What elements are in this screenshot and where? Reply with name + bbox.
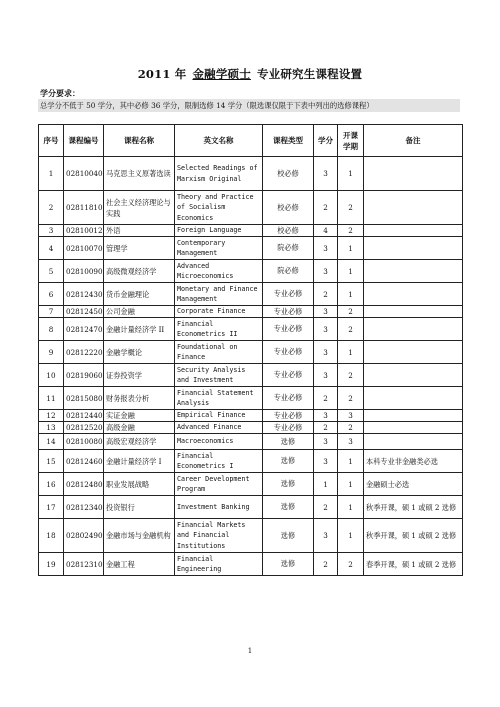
course-code: 02802490: [64, 519, 104, 553]
course-term: 3: [338, 410, 364, 422]
header-note: 备注: [364, 125, 463, 157]
course-name: 财务报表分析: [104, 387, 175, 410]
table-row: [39, 434, 463, 450]
course-code: 02810040: [64, 157, 104, 191]
course-code: 02810080: [64, 434, 104, 450]
course-name: 实证金融: [104, 410, 175, 422]
course-code: 02810090: [64, 260, 104, 283]
row-number: 3: [39, 225, 64, 237]
course-name: 货币金融理论: [104, 283, 175, 306]
table-row: [39, 260, 463, 283]
title-year: 2011 年: [137, 67, 187, 81]
header-credit: 学分: [314, 125, 338, 157]
title-suffix: 专业研究生课程设置: [256, 67, 363, 81]
table-row: [39, 519, 463, 553]
course-note: 金融硕士必选: [364, 473, 463, 496]
course-term: 2: [338, 422, 364, 434]
course-credit: 1: [314, 473, 338, 496]
course-type: 选修: [263, 553, 314, 576]
course-note: [364, 260, 463, 283]
course-type: 专业必修: [263, 341, 314, 364]
course-name: 金融学概论: [104, 341, 175, 364]
course-note: [364, 422, 463, 434]
course-code: 02810012: [64, 225, 104, 237]
course-note: 秋季开课，硕 1 或硕 2 选修: [364, 519, 463, 553]
course-type: 选修: [263, 473, 314, 496]
course-note: [364, 434, 463, 450]
course-code: 02812220: [64, 341, 104, 364]
course-name: 外语: [104, 225, 175, 237]
row-number: 12: [39, 410, 64, 422]
course-code: 02812480: [64, 473, 104, 496]
row-number: 18: [39, 519, 64, 553]
course-name: 职业发展战略: [104, 473, 175, 496]
header-name: 课程名称: [104, 125, 175, 157]
course-code: 02811810: [64, 191, 104, 225]
course-name: 金融市场与金融机构: [104, 519, 175, 553]
course-code: 02812440: [64, 410, 104, 422]
table-row: [39, 306, 463, 318]
course-name: 金融工程: [104, 553, 175, 576]
course-code: 02812520: [64, 422, 104, 434]
course-code: 02812470: [64, 318, 104, 341]
course-english-name: Foundational on Finance: [175, 341, 263, 364]
course-code: 02812450: [64, 306, 104, 318]
table-header-row: [39, 125, 463, 157]
course-note: [364, 237, 463, 260]
course-code: 02812460: [64, 450, 104, 473]
course-type: 专业必修: [263, 318, 314, 341]
row-number: 9: [39, 341, 64, 364]
course-term: 2: [338, 364, 364, 387]
course-type: 专业必修: [263, 283, 314, 306]
course-english-name: Financial Markets and Financial Institutions: [175, 519, 263, 553]
course-english-name: Career Development Program: [175, 473, 263, 496]
course-note: 春季开课，硕 1 或硕 2 选修: [364, 553, 463, 576]
table-row: [39, 364, 463, 387]
course-type: 专业必修: [263, 410, 314, 422]
course-note: 本科专业非金融类必选: [364, 450, 463, 473]
course-term: 2: [338, 306, 364, 318]
course-name: 马克思主义原著选读: [104, 157, 175, 191]
course-credit: 3: [314, 434, 338, 450]
course-name: 投资银行: [104, 496, 175, 519]
course-note: [364, 341, 463, 364]
course-english-name: Monetary and Finance Management: [175, 283, 263, 306]
course-english-name: Financial Engineering: [175, 553, 263, 576]
requirements-text: 总学分不低于 50 学分，其中必修 36 学分，限制选修 14 学分（限选课仅限于下表中列出的选修课程）: [38, 99, 460, 112]
course-english-name: Financial Econometrics I: [175, 450, 263, 473]
course-term: 2: [338, 553, 364, 576]
course-credit: 3: [314, 364, 338, 387]
page-title: [0, 66, 500, 82]
table-row: [39, 410, 463, 422]
course-term: 1: [338, 450, 364, 473]
course-english-name: Security Analysis and Investment: [175, 364, 263, 387]
course-code: 02819060: [64, 364, 104, 387]
course-note: [364, 225, 463, 237]
course-credit: 2: [314, 191, 338, 225]
table-row: [39, 450, 463, 473]
course-credit: 3: [314, 237, 338, 260]
row-number: 15: [39, 450, 64, 473]
course-note: [364, 387, 463, 410]
course-english-name: Advanced Finance: [175, 422, 263, 434]
course-code: 02812430: [64, 283, 104, 306]
course-term: 1: [338, 237, 364, 260]
course-type: 校必修: [263, 191, 314, 225]
course-name: 金融计量经济学 II: [104, 318, 175, 341]
course-credit: 3: [314, 519, 338, 553]
course-table: [38, 124, 463, 576]
table-row: [39, 225, 463, 237]
course-credit: 2: [314, 422, 338, 434]
table-row: [39, 318, 463, 341]
course-term: 1: [338, 157, 364, 191]
course-type: 院必修: [263, 260, 314, 283]
course-note: [364, 306, 463, 318]
course-name: 高级金融: [104, 422, 175, 434]
course-term: 1: [338, 519, 364, 553]
header-term: 开课学期: [338, 125, 364, 157]
row-number: 17: [39, 496, 64, 519]
course-type: 专业必修: [263, 422, 314, 434]
row-number: 19: [39, 553, 64, 576]
course-english-name: Financial Statement Analysis: [175, 387, 263, 410]
table-row: [39, 473, 463, 496]
table-row: [39, 237, 463, 260]
course-term: 1: [338, 260, 364, 283]
course-credit: 3: [314, 157, 338, 191]
table-row: [39, 341, 463, 364]
course-credit: 2: [314, 553, 338, 576]
course-type: 专业必修: [263, 364, 314, 387]
row-number: 10: [39, 364, 64, 387]
course-credit: 4: [314, 225, 338, 237]
course-name: 高级宏观经济学: [104, 434, 175, 450]
course-english-name: Financial Econometrics II: [175, 318, 263, 341]
table-row: [39, 387, 463, 410]
course-credit: 3: [314, 450, 338, 473]
page-number: 1: [247, 647, 253, 655]
course-type: 选修: [263, 496, 314, 519]
course-code: 02812340: [64, 496, 104, 519]
course-type: 选修: [263, 434, 314, 450]
course-credit: 2: [314, 496, 338, 519]
course-english-name: Corporate Finance: [175, 306, 263, 318]
course-credit: 3: [314, 306, 338, 318]
header-no: 序号: [39, 125, 64, 157]
course-type: 专业必修: [263, 306, 314, 318]
course-english-name: Contemporary Management: [175, 237, 263, 260]
row-number: 4: [39, 237, 64, 260]
course-term: 1: [338, 283, 364, 306]
course-term: 3: [338, 434, 364, 450]
title-program: 金融学硕士: [192, 67, 251, 81]
course-term: 1: [338, 341, 364, 364]
course-note: [364, 283, 463, 306]
course-credit: 3: [314, 410, 338, 422]
table-row: [39, 157, 463, 191]
course-note: [364, 191, 463, 225]
table-row: [39, 553, 463, 576]
course-name: 高级微观经济学: [104, 260, 175, 283]
course-name: 证券投资学: [104, 364, 175, 387]
course-type: 院必修: [263, 237, 314, 260]
course-credit: 3: [314, 260, 338, 283]
course-type: 选修: [263, 519, 314, 553]
row-number: 5: [39, 260, 64, 283]
header-english: 英文名称: [175, 125, 263, 157]
course-name: 公司金融: [104, 306, 175, 318]
course-term: 2: [338, 387, 364, 410]
row-number: 11: [39, 387, 64, 410]
course-term: 2: [338, 318, 364, 341]
course-credit: 2: [314, 283, 338, 306]
course-note: [364, 410, 463, 422]
row-number: 2: [39, 191, 64, 225]
header-type: 课程类型: [263, 125, 314, 157]
course-code: 02810070: [64, 237, 104, 260]
course-note: [364, 364, 463, 387]
row-number: 8: [39, 318, 64, 341]
course-name: 管理学: [104, 237, 175, 260]
course-note: [364, 318, 463, 341]
table-row: [39, 283, 463, 306]
row-number: 16: [39, 473, 64, 496]
course-note: [364, 157, 463, 191]
course-term: 2: [338, 191, 364, 225]
row-number: 14: [39, 434, 64, 450]
course-credit: 3: [314, 318, 338, 341]
course-type: 校必修: [263, 225, 314, 237]
course-name: 社会主义经济理论与实践: [104, 191, 175, 225]
course-term: 1: [338, 473, 364, 496]
table-row: [39, 496, 463, 519]
course-note: 秋季开课，硕 1 或硕 2 选修: [364, 496, 463, 519]
row-number: 1: [39, 157, 64, 191]
course-code: 02812310: [64, 553, 104, 576]
course-credit: 3: [314, 341, 338, 364]
course-name: 金融计量经济学 I: [104, 450, 175, 473]
requirements-heading: 学分要求：: [40, 88, 80, 98]
course-english-name: Empirical Finance: [175, 410, 263, 422]
course-type: 选修: [263, 450, 314, 473]
row-number: 13: [39, 422, 64, 434]
table-row: [39, 422, 463, 434]
course-type: 专业必修: [263, 387, 314, 410]
row-number: 7: [39, 306, 64, 318]
course-english-name: Selected Readings of Marxism Original: [175, 157, 263, 191]
course-english-name: Investment Banking: [175, 496, 263, 519]
course-type: 校必修: [263, 157, 314, 191]
course-english-name: Theory and Practice of Socialism Economics: [175, 191, 263, 225]
course-term: 2: [338, 225, 364, 237]
course-code: 02815080: [64, 387, 104, 410]
row-number: 6: [39, 283, 64, 306]
table-row: [39, 191, 463, 225]
course-term: 1: [338, 496, 364, 519]
header-code: 课程编号: [64, 125, 104, 157]
course-credit: 2: [314, 387, 338, 410]
course-english-name: Macroeconomics: [175, 434, 263, 450]
course-english-name: Foreign Language: [175, 225, 263, 237]
course-english-name: Advanced Microeconomics: [175, 260, 263, 283]
